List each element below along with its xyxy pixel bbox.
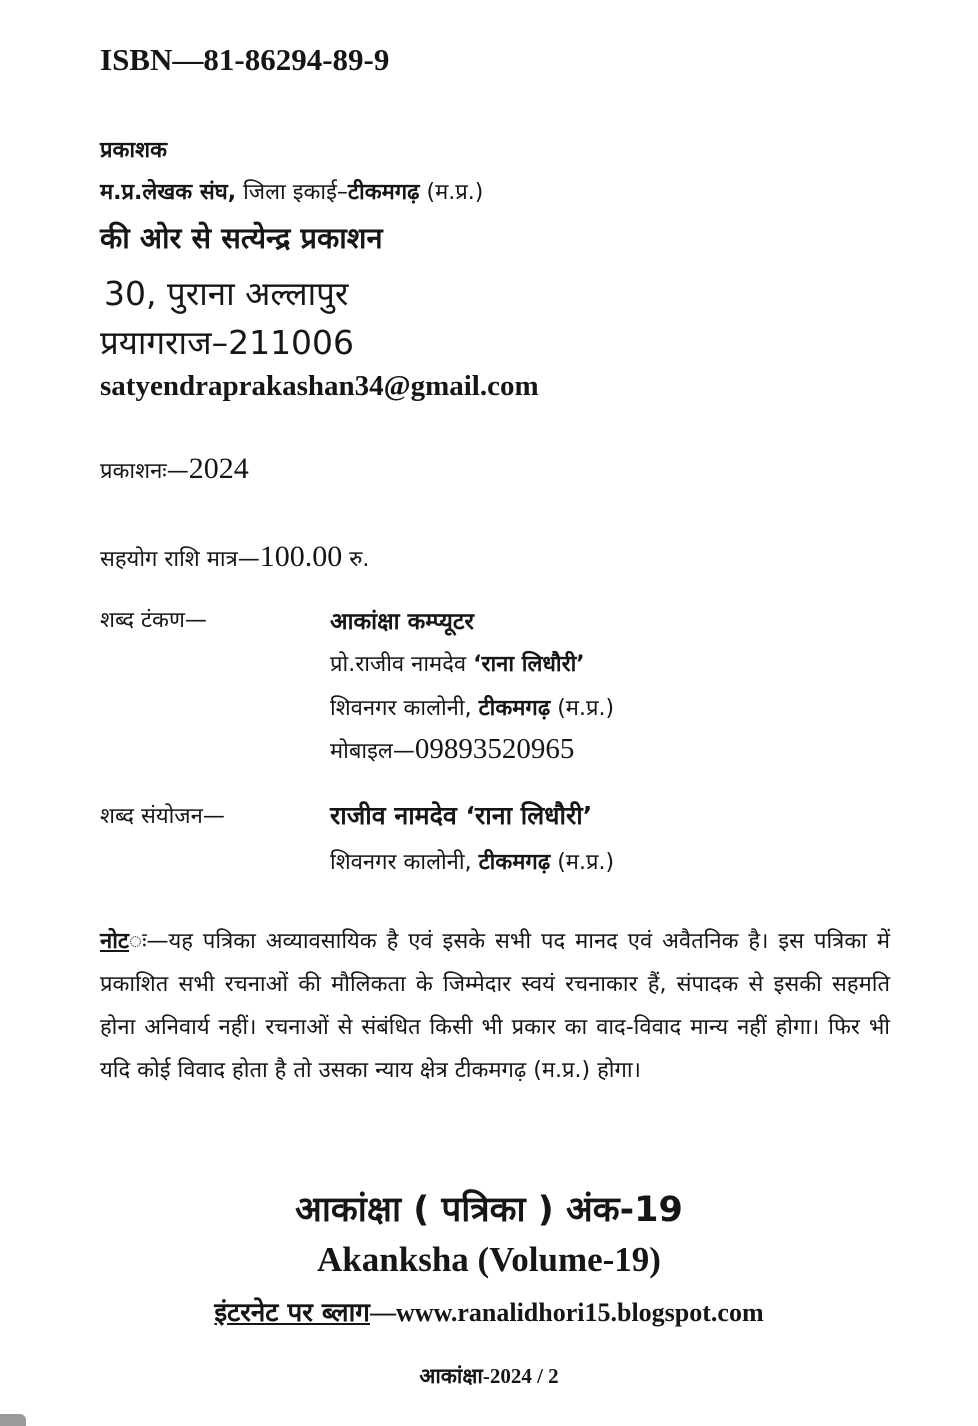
publication-year: 2024 (188, 452, 249, 485)
magazine-title: आकांक्षा ( पत्रिका ) अंक-19 (295, 1190, 683, 1230)
composition-address (330, 846, 614, 876)
typing-colony: शिवनगर कालोनी, (330, 696, 479, 721)
typing-state: (म.प्र.) (550, 696, 615, 721)
typing-proprietor-prefix: प्रो.राजीव नामदेव (330, 652, 474, 677)
note-text: ः—यह पत्रिका अव्यावसायिक है एवं इसके सभी पद मानद एवं अवैतनिक है। इस पत्रिका में प्रकाशित सभी रचनाओं की मौलिकता के जिम्मेदार स्वयं रचनाकार हैं, संपादक से इसकी सहमति होना अनिवार्य नहीं। रचनाओं से संबंधित किसी भी प्रकार का वाद-विवाद मान्य नहीं होगा। फिर भी यदि कोई विवाद होता है तो उसका न्याय क्षेत्र टीकमगढ़ (म.प्र.) होगा। (100, 929, 890, 1083)
magazine-title-english: Akanksha (Volume-19) (317, 1240, 661, 1279)
typing-proprietor-alias: ‘राना लिधौरी’ (473, 652, 585, 677)
page-footer: आकांक्षा-2024 / 2 (419, 1364, 559, 1388)
typing-mobile-label: मोबाइल— (330, 739, 415, 764)
publisher-unit-state: (म.प्र.) (419, 180, 484, 205)
contribution-amount: 100.00 (259, 540, 343, 573)
corner-tab (0, 1414, 26, 1426)
publication-year-line (100, 452, 249, 486)
publication-label: प्रकाशनः— (100, 459, 189, 484)
publisher-label: प्रकाशक (100, 138, 167, 163)
typing-proprietor (330, 648, 585, 678)
disclaimer-note (100, 920, 890, 1092)
blog-label: इंटरनेट पर ब्लाग (214, 1298, 370, 1328)
composition-city: टीकमगढ़ (478, 850, 551, 875)
publisher-on-behalf: की ओर से (100, 221, 222, 255)
typing-mobile (330, 733, 574, 766)
publisher-unit-city: टीकमगढ़ (347, 180, 420, 205)
publisher-org: म.प्र.लेखक संघ, (100, 180, 237, 205)
publisher-name: सत्येन्द्र प्रकाशन (221, 221, 383, 255)
publisher-address-line2: प्रयागराज–211006 (100, 323, 355, 362)
composition-label: शब्द संयोजन— (100, 804, 225, 829)
typing-label: शब्द टंकण— (100, 608, 207, 633)
publisher-email: satyendraprakashan34@gmail.com (100, 370, 539, 402)
typing-city: टीकमगढ़ (478, 696, 551, 721)
contribution-currency: रु. (342, 547, 370, 572)
publisher-name-line (100, 218, 383, 257)
note-label: नोट (100, 929, 129, 954)
composition-state: (म.प्र.) (550, 850, 615, 875)
composition-name: राजीव नामदेव ‘राना लिधौरी’ (330, 801, 593, 830)
typing-mobile-number: 09893520965 (414, 733, 575, 765)
typing-name: आकांक्षा कम्प्यूटर (330, 609, 474, 635)
blog-url[interactable]: —www.ranalidhori15.blogspot.com (369, 1298, 764, 1327)
composition-colony: शिवनगर कालोनी, (330, 850, 479, 875)
publisher-address-line1: 30, पुराना अल्लापुर (104, 274, 349, 313)
typing-address (330, 692, 614, 722)
blog-line (0, 1293, 978, 1329)
publisher-unit: जिला इकाई– (236, 180, 348, 205)
contribution-line (100, 540, 369, 574)
publisher-org-line (100, 176, 483, 206)
contribution-label: सहयोग राशि मात्र— (100, 547, 260, 572)
isbn-line: ISBN—81-86294-89-9 (100, 42, 390, 77)
